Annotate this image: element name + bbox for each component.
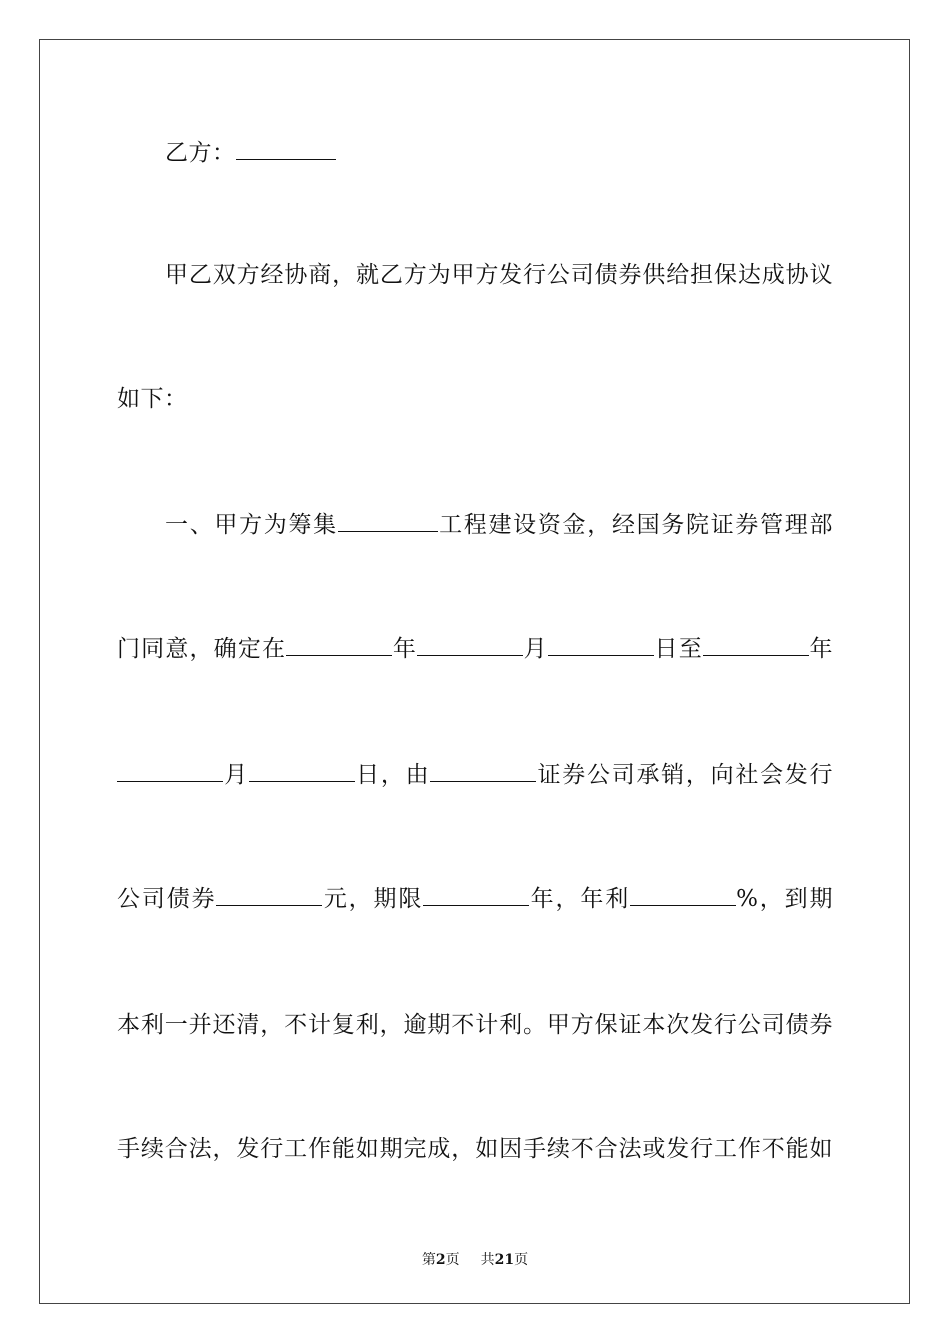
clause-1-line-3 bbox=[117, 760, 833, 790]
start-day-blank bbox=[548, 635, 654, 656]
term-blank bbox=[423, 885, 529, 906]
clause-text: 日，由 bbox=[354, 762, 431, 788]
clause-text: 日至 bbox=[653, 636, 703, 662]
start-month-blank bbox=[417, 635, 523, 656]
party-b-label: 乙方： bbox=[165, 140, 236, 166]
clause-text: 证券公司承销，向社会发行 bbox=[536, 762, 834, 788]
clause-1-line-6: 手续合法，发行工作能如期完成，如因手续不合法或发行工作不能如 bbox=[117, 1136, 833, 1162]
paragraph-line-1: 甲乙双方经协商，就乙方为甲方发行公司债券供给担保达成协议 bbox=[165, 262, 833, 288]
page-footer bbox=[0, 1249, 950, 1269]
clause-1-line-5: 本利一并还清，不计复利，逾期不计利。甲方保证本次发行公司债券 bbox=[117, 1012, 833, 1038]
page-border bbox=[39, 39, 910, 1304]
total-prefix: 共 bbox=[480, 1252, 495, 1268]
end-year-blank bbox=[703, 635, 809, 656]
underwriter-blank bbox=[430, 761, 536, 782]
party-b-blank bbox=[236, 139, 336, 160]
clause-text: 元，期限 bbox=[322, 886, 424, 912]
clause-text: 年 bbox=[808, 636, 834, 662]
clause-text: 公司债券 bbox=[117, 886, 217, 912]
clause-text: 月 bbox=[223, 762, 249, 788]
start-year-blank bbox=[286, 635, 392, 656]
clause-1-line-4 bbox=[117, 884, 833, 914]
clause-text: 月 bbox=[523, 636, 548, 662]
interest-rate-blank bbox=[630, 885, 736, 906]
clause-text: 一、甲方为筹集 bbox=[165, 512, 338, 538]
total-pages: 21 bbox=[494, 1252, 515, 1268]
party-b-line bbox=[117, 138, 833, 168]
amount-blank bbox=[216, 885, 322, 906]
end-day-blank bbox=[249, 761, 355, 782]
page-number: 2 bbox=[435, 1252, 446, 1268]
page-prefix: 第 bbox=[421, 1252, 436, 1268]
total-suffix: 页 bbox=[514, 1252, 529, 1268]
clause-1-line-1 bbox=[117, 510, 833, 540]
clause-text: 门同意，确定在 bbox=[117, 636, 287, 662]
clause-text: %，到期 bbox=[736, 886, 834, 912]
clause-1-line-2 bbox=[117, 634, 833, 664]
end-month-blank bbox=[117, 761, 223, 782]
page-suffix: 页 bbox=[445, 1252, 460, 1268]
clause-text: 年 bbox=[392, 636, 418, 662]
project-name-blank bbox=[338, 511, 438, 532]
clause-text: 年，年利 bbox=[529, 886, 631, 912]
paragraph-line-2: 如下： bbox=[117, 386, 188, 412]
clause-text: 工程建设资金，经国务院证券管理部 bbox=[437, 512, 834, 538]
